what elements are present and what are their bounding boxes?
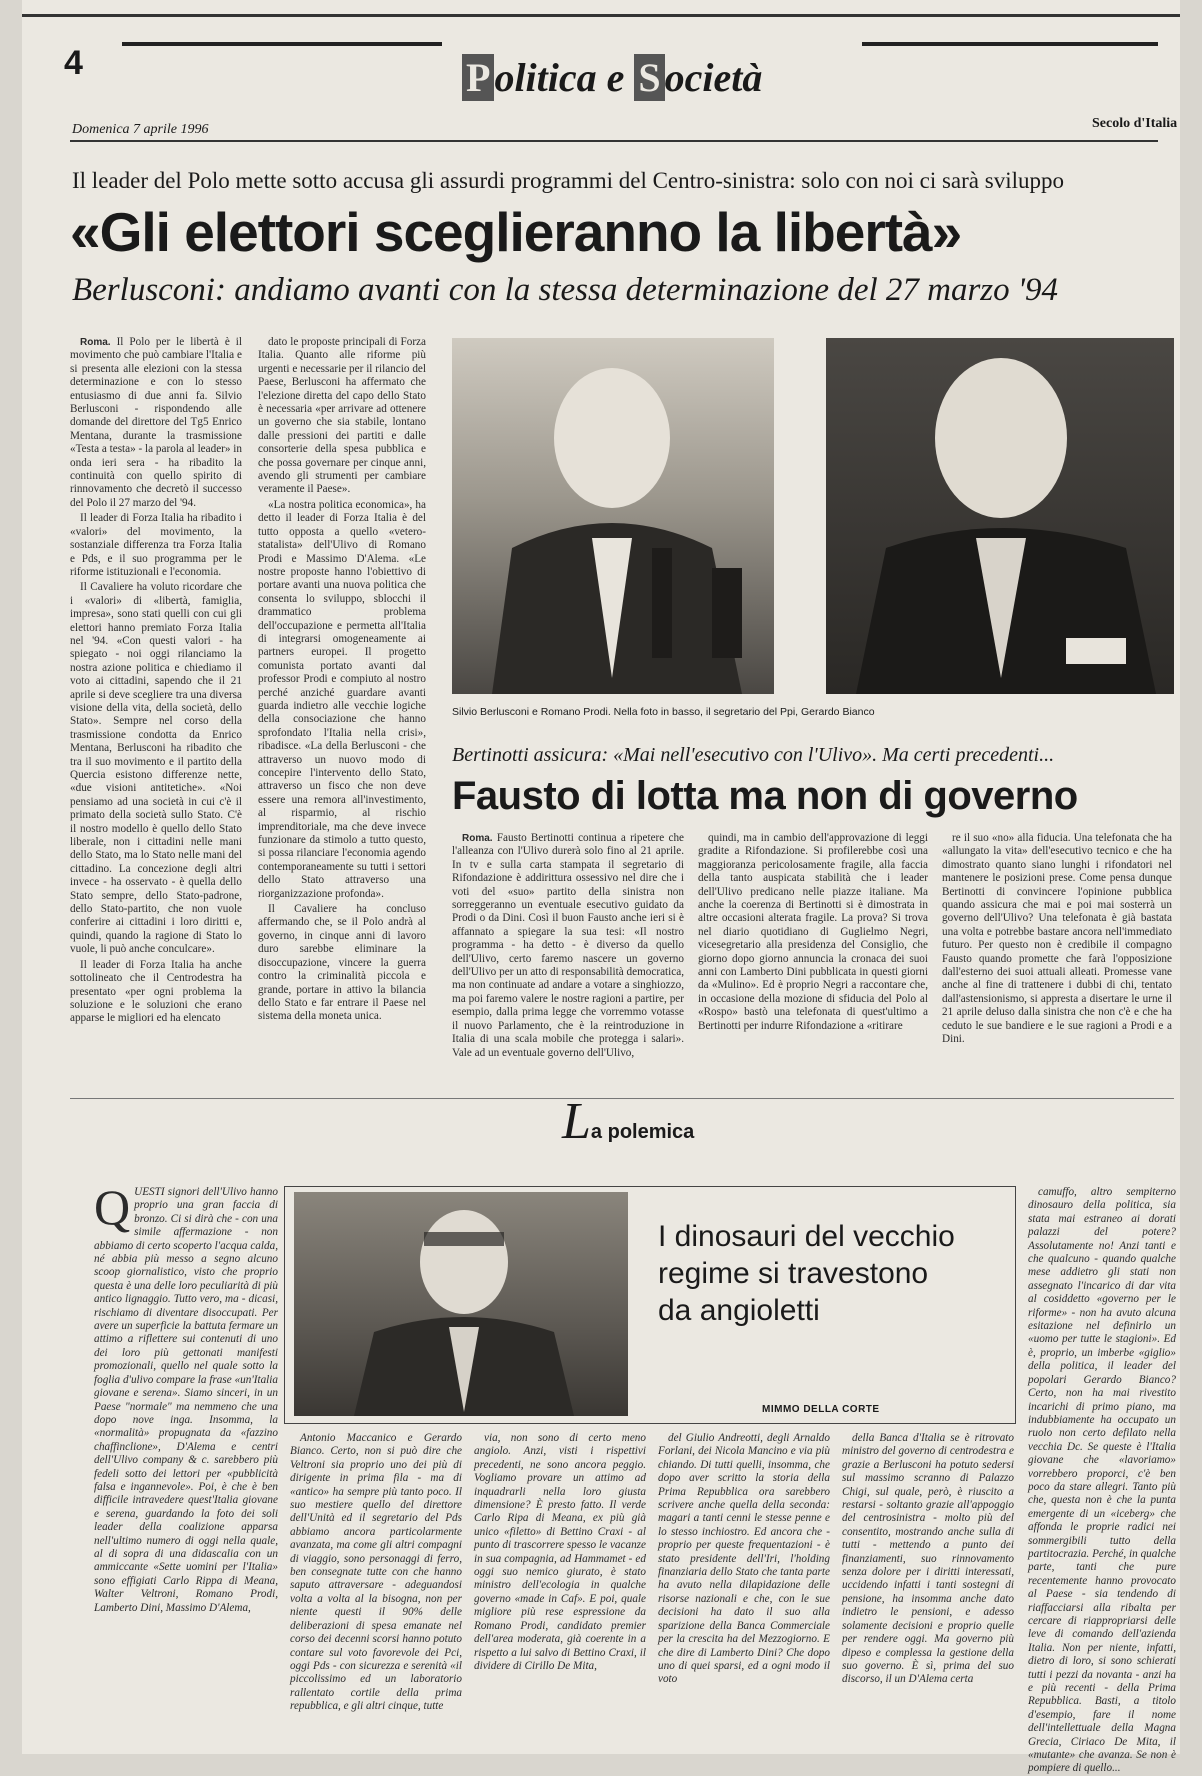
second-article-col-3	[942, 832, 1172, 1080]
header-rule-left	[122, 42, 442, 46]
second-article-col-2	[698, 832, 928, 1080]
photo-prodi-figure	[826, 338, 1174, 694]
issue-date: Domenica 7 aprile 1996	[72, 122, 209, 137]
photo-berlusconi-figure	[452, 338, 774, 694]
main-article-col-2	[258, 336, 426, 1076]
second-dateline: Roma.	[462, 833, 493, 844]
section-initial-p: P	[462, 54, 494, 101]
photo-caption: Silvio Berlusconi e Romano Prodi. Nella foto in basso, il segretario del Ppi, Gerardo Bianco	[452, 706, 875, 718]
section-title-part2: ocietà	[664, 55, 763, 100]
polemica-col-e-text: camuffo, altro sempiterno dinosauro della politica, sia stata mai estraneo ai dorati palazzi del potere? Assolutamente no! Anzi tanti e che qualcuno - quando qualche mese addietro gli stati non assegnato l'incarico di dar vita al cosiddetto «governo per le riforme» - non ha avuto alcuna esitazione nel definirlo un «uomo per tutte le stagioni». Ed è, proprio, un imberbe «giglio» della politica, il leader del popolari Gerardo Bianco? Certo, non ha mai rivestito incarichi di primo piano, ma indubbiamente ha occupato un ruolo non certo defilato nella vecchia Dc. Se queste è l'Italia giovane che «lavoriamo» vorrebbero proporci, c'è ben poco da stare allegri. Tanto più che, questa non è che la punta emergente di un «iceberg» che affonda le proprie radici nei sommergibili tutto della partitocrazia. Perché, in qualche parte, tanti che pure recentemente hanno provocato al Paese - sia tendendo di riaffacciarsi alla ribalta per cercare di riappropriarsi delle leve di comando dell'azienda Italia. Non per niente, infatti, dietro di loro, si sono schierati tutti i pezzi da novanta - anzi ha e più recenti - della Prima Repubblica. Basti, a titolo d'esempio, fare il nome dell'intellettuale della Magna Grecia, Ciriaco De Mita, il «mutante» che avanza. Se non è pompiere di quello...	[1028, 1186, 1176, 1775]
drop-cap: Q	[94, 1179, 131, 1235]
page-number: 4	[64, 44, 83, 82]
second-kicker: Bertinotti assicura: «Mai nell'esecutivo con l'Ulivo». Ma certi precedenti...	[452, 744, 1055, 766]
section-initial-s: S	[634, 54, 664, 101]
polemica-label: a polemica	[590, 1121, 695, 1143]
main-dateline: Roma.	[80, 337, 111, 348]
polemica-byline: MIMMO DELLA CORTE	[762, 1404, 880, 1415]
header-rule-right	[862, 42, 1158, 46]
second-headline: Fausto di lotta ma non di governo	[452, 774, 1078, 818]
polemica-col-a-text: Antonio Maccanico e Gerardo Bianco. Certo, non si può dire che Veltroni sia proprio uno dei più di dirigente in prima fila - ma di «antico» ha sempre più tanto poco. Il suo mestiere quello del direttore dell'Unità ed il segretario del Pds abbiamo ancora particolarmente avanzata, ma come gli altri compagni di viaggio, sono personaggi di ferro, ben consegnate tutte con che hanno saputo attraversare - adeguandosi volta a volta al la bisogna, non per niente questi il 90% delle deliberazioni di spesa emanate nel corso dei decenni scorsi hanno potuto contare sul voto favorevole dei Pci, oggi Pds - con sicurezza e serenità «il piccolissimo ed un laboratorio rallentato cortile della prima repubblica, e gli altri cinque, tutte	[290, 1432, 462, 1713]
main-article-col-1	[70, 336, 242, 1076]
photo-della-corte-figure	[294, 1192, 628, 1416]
polemica-col-c	[658, 1432, 830, 1746]
newspaper-name: Secolo d'Italia	[1092, 116, 1178, 131]
polemica-col-b-text: via, non sono di certo meno angiolo. Anzi, visti i rispettivi precedenti, ne sono ancora peggio. Vogliamo provare un attimo ad inquadrarli nella loro giusta dimensione? È presto fatto. Il verde Carlo Ripa di Meana, ex più già unico «filetto» di Bettino Craxi - al punto di trascorrere spesso le vacanze in sua compagnia, ad Hammamet - ed oggi suo nemico giurato, è stato ministro dell'ecologia in qualche governo «made in Caf». E poi, quale migliore più rese espressione da Romano Prodi, candidato premier dell'area moderata, già coerente in a rispetto a lui salvo di Bettino Craxi, il dividere di Cirillo De Mita,	[474, 1432, 646, 1672]
main-kicker: Il leader del Polo mette sotto accusa gli assurdi programmi del Centro-sinistra: solo con noi ci sarà sviluppo	[72, 168, 1064, 193]
second-col2-text: quindi, ma in cambio dell'approvazione di leggi gradite a Rifondazione. Si profilerebbe così una maggioranza pericolosamente fragile, alla faccia della tanto auspicata stabilità che i leader dell'Ulivo predicano nelle piazze italiane. Ma anche la coerenza di Bertinotti si è dimostrata in altre occasioni alterata fragile. La prova? Si trova nel diario quotidiano di Guglielmo Negri, vicesegretario alla presidenza del Consiglio, che giorno dopo giorno annuncia la cronaca dei suoi anni con Lamberto Dini pubblicata in questi giorni da «Mulino». Ed è proprio Negri a raccontare che, in occasione della mozione di sfiducia del Polo al «Rospo» bastò una telefonata di quest'ultimo a Bertinotti per indurre Rifondazione a «ritirare	[698, 832, 928, 1032]
main-col1-para: Il Polo per le libertà è il movimento che può cambiare l'Italia e si presenta alle elezioni con la stessa determinazione e con lo stesso entusiasmo di due anni fa. Silvio Berlusconi - rispondendo alle domande del direttore del Tg5 Enrico Mentana, durante la trasmissione «Testa a testa» - la parola al leader» in onda ieri sera - ha ribadito la continuità con quello spirito di rinnovamento che decretò il successo del Polo il 27 marzo del '94.	[70, 336, 243, 509]
main-col1-para: Il leader di Forza Italia ha anche sottolineato che il Centrodestra ha presentato «per ogni problema la soluzione e le soluzioni che erano apparse le migliori ed ha elencato	[70, 958, 242, 1025]
main-col2-para: dato le proposte principali di Forza Italia. Quanto alle riforme più urgenti e necessarie per il rilancio del Paese, Berlusconi ha affermato che l'elezione diretta del capo dello Stato è necessaria «per arrivare ad ottenere un governo che sia stabile, lontano dalle pressioni dei partiti e dalle consorterie della spesa pubblica e che possa governare per cinque anni, avendo gli strumenti per cambiare veramente il Paese».	[258, 336, 426, 496]
polemica-initial: L	[562, 1093, 591, 1150]
header-underline	[70, 140, 1158, 142]
second-article-col-1	[452, 832, 684, 1080]
main-subheadline: Berlusconi: andiamo avanti con la stessa determinazione del 27 marzo '94	[72, 272, 1058, 308]
main-col2-para: «La nostra politica economica», ha detto il leader di Forza Italia è del tutto opposta a quello «vetero-statalista» dell'Ulivo di Romano Prodi e Massimo D'Alema. «Le nostre proposte hanno l'obiettivo di portare avanti una nuova politica che consenta lo sviluppo, sblocchi il drammatico problema dell'occupazione e permetta all'Italia di integrarsi omogeneamente ai partners europei. Il progetto comunista portato avanti dal professor Prodi e compiuto al nostro perché anziché guardare avanti guarda indietro alle vecchie logiche della consociazione che hanno sprofondato l'Italia nella crisi», ribadisce. «La della Berlusconi - che attraverso un nuovo modo di concepire l'intervento dello Stato, attraverso un fisco che non deve essere una remora all'investimento, al risparmio, al rischio imprenditoriale, ma che deve invece funzionare da stimolo a tutto questo, si possa rilanciare l'economia agendo contemporaneamente su tutti i settori dello Stato attraverso una riorganizzazione profonda».	[258, 498, 426, 900]
polemica-intro-text: UESTI signori dell'Ulivo hanno proprio una gran faccia di bronzo. Ci si dirà che - con una simile affermazione - non abbiamo di certo scoperto l'acqua calda, né abbia più messo a segno alcuno scoop giornalistico, visto che proprio questa è una delle loro peculiarità di più antico lignaggio. Tutto vero, ma - dicasi, rischiamo di diventare disoccupati. Per avere un superficie la battuta fermare un attimo a riflettere sui contenuti di uno dei loro più gettonati manifesti promozionali, quello nel quale sotto la foglia d'ulivo compare la frase «un'Italia giovane e serena». Siamo sinceri, in un Paese "normale" ma nemmeno che una dopo nove inga. Insomma, la «normalità» propugnata da «fazzino chaffinclione», D'Alema e centri dell'Ulivo company & c. sarebbero più fedeli sotto dei lettori per «pubblicità falsa e ingannevole». Poi, è che è ben difficile intravedere quest'Italia giovane e serena, guardando la foto dei soli leader della coalizione apparsa nell'ultimo numero di oggi nella quale, al di sopra di una didascalia con un ammiccante «Sette uomini per l'Italia» sono effigiati Carlo Rippa di Meana, Walter Veltroni, Romano Prodi, Lamberto Dini, Massimo D'Alema,	[94, 1186, 278, 1614]
polemica-col-a	[290, 1432, 462, 1746]
main-col1-para: Il Cavaliere ha voluto ricordare che i «valori» di «libertà, famiglia, impresa», sono stati quelli con cui gli elettori hanno premiato Forza Italia nel '94. «Con questi valori - ha spiegato - noi oggi rilanciamo la nostra azione politica e chiediamo il voto ai cittadini, sapendo che il 21 aprile si deve scegliere tra una diversa visione della vita, della società, dello Stato». Sempre nel corso della trasmissione condotta da Enrico Mentana, Berlusconi ha ribadito che tra il suo movimento e il partito della Quercia esistono differenze nette, «due visioni antitetiche». «Noi pensiamo ad una società in cui c'è il primato della società sullo Stato. C'è il nostro modello è quello dello Stato liberale, non i cittadini nelle mani dello Stato, ma lo Stato nelle mani del cittadino. La concezione degli altri invece - ha osservato - è quella dello Stato sempre, dello Stato-padrone, dello Stato-partito, che non vuole conferire ai cittadini i loro diritti e, quindi, quando la ragione di Stato lo vuole, li può anche conculcare».	[70, 581, 242, 956]
main-headline: «Gli elettori sceglieranno la libertà»	[70, 201, 962, 263]
polemica-intro-col	[94, 1179, 278, 1746]
main-col2-para: Il Cavaliere ha concluso affermando che, se il Polo andrà al governo, in cinque anni di lavoro duro sarebbe eliminare la disoccupazione, vincere la guerra contro la criminalità piccola e grande, portare in attivo la bilancia dello Stato e far entrare il Paese nel sistema della moneta unica.	[258, 903, 426, 1023]
photo-della-corte	[294, 1192, 628, 1416]
section-title-part1: olitica e	[494, 55, 625, 100]
second-col3-text: re il suo «no» alla fiducia. Una telefonata che ha «allungato la vita» dell'esecutivo tecnico e che ha dimostrato quanto siano lunghi i rifondatori nel mantenere le posizioni prese. Come pensa dunque Bertinotti di convincere l'opinione pubblica quando assicura che mai e poi mai sosterrà un governo dell'Ulivo? Una telefonata è già bastata una volta e potrebbe bastare ancora nell'immediato futuro. Per questo non è credibile il compagno Fausto quando promette che farà l'opposizione dall'esterno dei suoi attuali alleati. Promesse vane anche al fine di trattenere i dubbi di chi, tentato dall'astensionismo, si appresta a disertare le urne il 21 aprile deluso dalla sinistra che non c'è e che ha ceduto le sue bandiere e le sue ragioni a Prodi e a Dini.	[942, 832, 1172, 1046]
polemica-col-c-text: del Giulio Andreotti, degli Arnaldo Forlani, dei Nicola Mancino e via più chiando. Di tutti quelli, insomma, che dopo aver scritto la storia della Prima Repubblica ora sarebbero scrivere anche quella della seconda: magari a tanti cenni le stesse penne e lo stesso inchiostro. Ed ancora che - proprio per queste frequentazioni - è stato presidente dell'Iri, l'holding finanziaria dello Stato che tanta parte ha avuto nella dilapidazione delle risorse nazionali e che, con le sue decisioni ha dato il suo alla sparizione della Banca Commerciale per la crescita ha del Mezzogiorno. E che dire di Lamberto Dini? Che dopo uno di quei sparsi, ed a ogni modo il voto	[658, 1432, 830, 1686]
photo-prodi	[826, 338, 1174, 694]
main-col1-para: Il leader di Forza Italia ha ribadito i «valori» del movimento, la sostanziale differenza tra Forza Italia e Pds, e il suo programma per le riforme istituzionali e l'economia.	[70, 512, 242, 578]
polemica-col-d	[842, 1432, 1014, 1746]
second-col1-text: Fausto Bertinotti continua a ripetere che l'alleanza con l'Ulivo durerà solo fino al 21 aprile. In tv e sulla carta stampata il segretario di Rifondazione è addirittura ossessivo nel dire che i voti del «suo» partito della sinistra non sorreggeranno un eventuale esecutivo guidato da Prodi o da Dini. Così il buon Fausto anche ieri si è affannato a spiegare la sua tesi: «Il nostro programma - ha detto - è diverso da quello dell'Ulivo, certo faremo nascere un governo dell'Ulivo per un atto di responsabilità democratica, ma non continuate ad andare a votare a singhiozzo, ma poi faremo valere le nostre ragioni a partire, per esempio, dalla prima legge che vorremmo votasse il nuovo Parlamento, che è la reintroduzione in Italia di una scala mobile che protegga i salari». Vale ad un eventuale governo dell'Ulivo,	[452, 832, 685, 1059]
polemica-col-e	[1028, 1186, 1176, 1775]
top-border	[22, 14, 1180, 17]
section-title	[462, 54, 762, 101]
polemica-section-label	[562, 1092, 694, 1151]
photo-berlusconi	[452, 338, 774, 694]
newspaper-page	[22, 0, 1180, 1775]
polemica-col-b	[474, 1432, 646, 1746]
polemica-headline: I dinosauri del vecchio regime si travestono da angioletti	[658, 1220, 955, 1327]
polemica-col-d-text: della Banca d'Italia se è ritrovato ministro del governo di centrodestra e grazie a Berlusconi ha potuto sedersi sul massimo scranno di Palazzo Chigi, sul quale, però, è riuscito a restarsi - soltanto grazie all'appoggio del centrosinistra - molto più del consentito, mostrando anche sulla di tutti - mettendo a punto dei finanziamenti, suo rinnovamento senza dolore per i diritti interessati, uccidendo infatti i tanti sostegni di pensione, ha insomma anche dato indietro le pensioni, e adesso solamente decisioni e proprio quelle per rendere oggi. Ma governo più dipeso e complessa la gestione della suo governo. È sì, prima del suo discorso, il un D'Alema certa	[842, 1432, 1014, 1686]
